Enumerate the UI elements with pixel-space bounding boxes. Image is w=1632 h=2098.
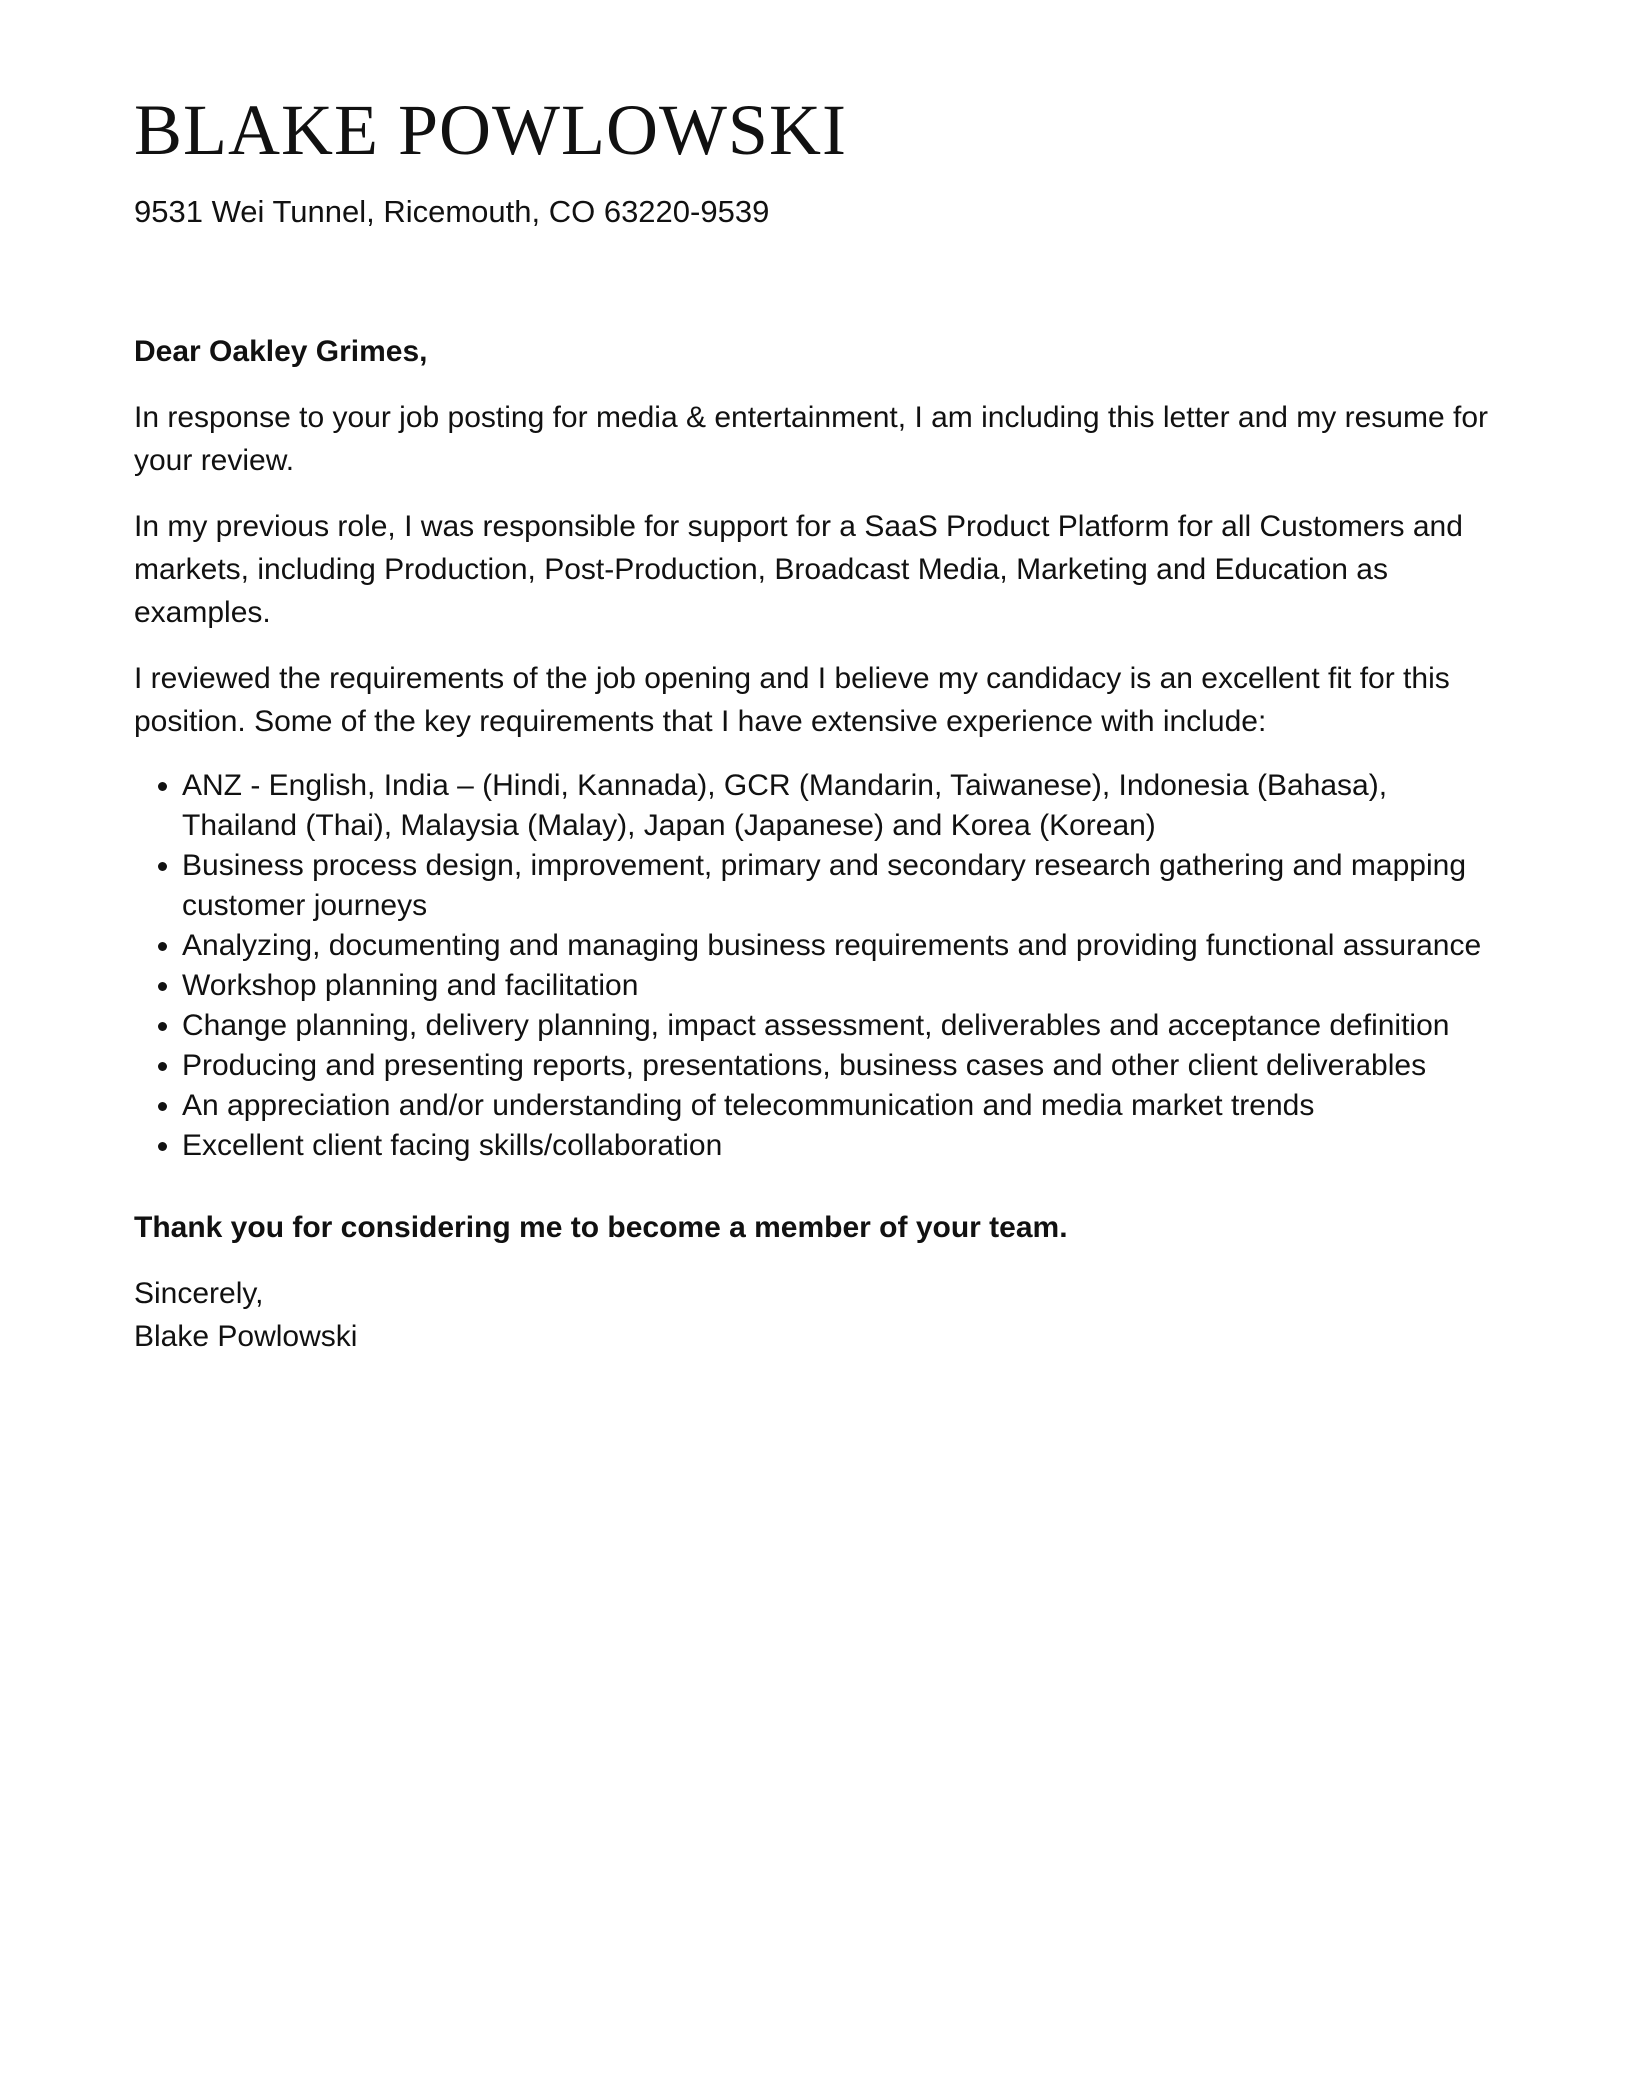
letter-body bbox=[134, 330, 1504, 1358]
list-item: • ANZ - English, India – (Hindi, Kannada), GCR (Mandarin, Taiwanese), Indonesia (Bahasa), Thailand (Thai), Malaysia (Malay), Japan (Japanese) and Korea (Korean) bbox=[182, 766, 1504, 846]
paragraph-previous-role: In my previous role, I was responsible for support for a SaaS Product Platform for all Customers and markets, including Production, Post-Production, Broadcast Media, Marketing and Education as examples. bbox=[134, 510, 1463, 629]
paragraph-intro: In response to your job posting for media & entertainment, I am including this letter and my resume for your review. bbox=[134, 401, 1489, 477]
requirements-list bbox=[134, 766, 1504, 1166]
list-item: • Producing and presenting reports, presentations, business cases and other client deliverables bbox=[182, 1046, 1504, 1086]
closing-statement: Thank you for considering me to become a member of your team. bbox=[134, 1211, 1068, 1244]
salutation: Dear Oakley Grimes, bbox=[134, 335, 428, 368]
list-item: • An appreciation and/or understanding of telecommunication and media market trends bbox=[182, 1086, 1504, 1126]
signature-name: Blake Powlowski bbox=[134, 1320, 358, 1353]
signoff-block bbox=[134, 1272, 1504, 1358]
signoff: Sincerely, bbox=[134, 1277, 264, 1310]
applicant-address: 9531 Wei Tunnel, Ricemouth, CO 63220-9539 bbox=[134, 194, 770, 229]
list-item: • Workshop planning and facilitation bbox=[182, 966, 1504, 1006]
paragraph-requirements-intro: I reviewed the requirements of the job opening and I believe my candidacy is an excellent fit for this position. Some of the key requirements that I have extensive experience with include: bbox=[134, 662, 1450, 738]
list-item: • Analyzing, documenting and managing business requirements and providing functional assurance bbox=[182, 926, 1504, 966]
list-item: • Excellent client facing skills/collaboration bbox=[182, 1126, 1504, 1166]
list-item: • Change planning, delivery planning, impact assessment, deliverables and acceptance definition bbox=[182, 1006, 1504, 1046]
list-item: • Business process design, improvement, primary and secondary research gathering and mapping customer journeys bbox=[182, 846, 1504, 926]
applicant-name: BLAKE POWLOWSKI bbox=[134, 90, 847, 170]
